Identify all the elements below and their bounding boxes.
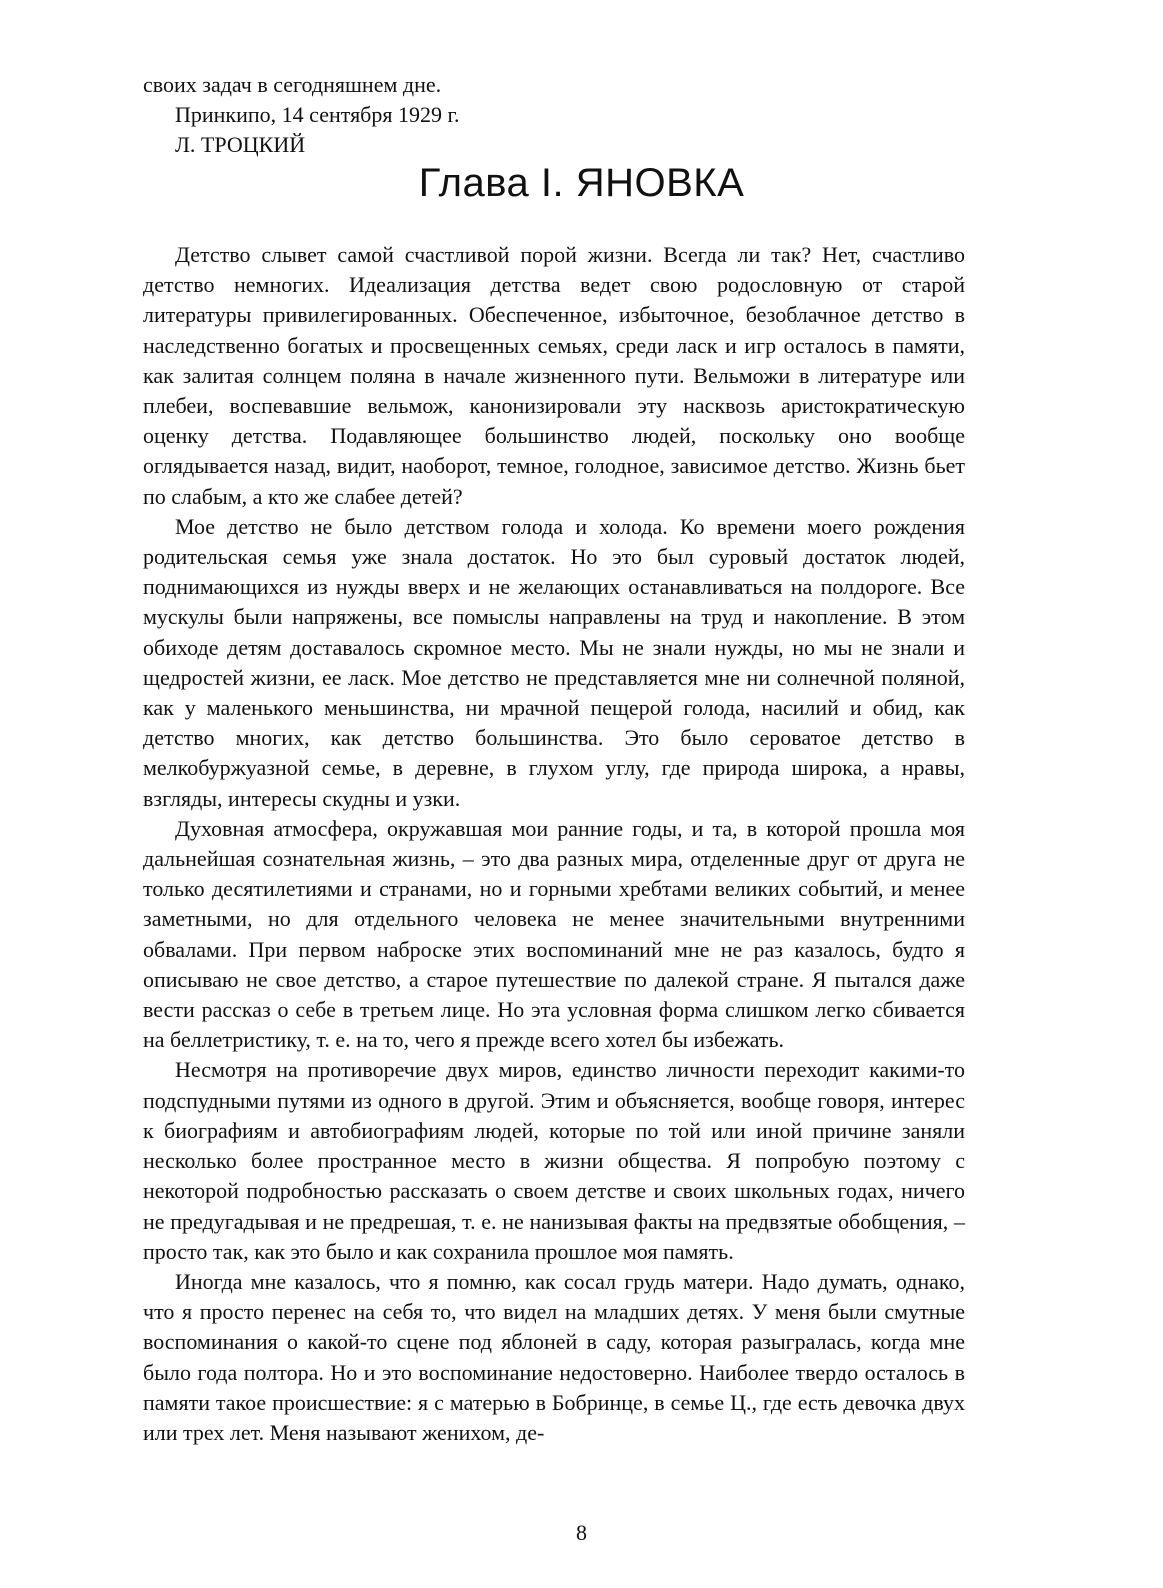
preface-author-signature: Л. ТРОЦКИЙ [175, 132, 306, 157]
paragraph: Детство слывет самой счастливой порой жизни. Всегда ли так? Нет, счастливо детство немногих. Идеализация детства ведет свою родословную от старой литературы привилегированных. Обеспеченное, избыточное, безоблачное детство в наследственно богатых и просвещенных семьях, среди ласк и игр осталось в памяти, как залитая солнцем поляна в начале жизненного пути. Вельможи в литературе или плебеи, воспевавшие вельмож, канонизировали эту насквозь аристократическую оценку детства. Подавляющее большинство людей, поскольку оно вообще оглядывается назад, видит, наоборот, темное, голодное, зависимое детство. Жизнь бьет по слабым, а кто же слабее детей? [143, 242, 965, 509]
preface-continuation-line: своих задач в сегодняшнем дне. [143, 72, 442, 97]
preface-place-date: Принкипо, 14 сентября 1929 г. [175, 102, 460, 127]
chapter-body [143, 240, 965, 1448]
chapter-title: Глава I. ЯНОВКА [418, 161, 745, 205]
page-number: 8 [576, 1520, 587, 1545]
paragraph: Несмотря на противоречие двух миров, единство личности переходит какими-то подспудными путями из одного в другой. Этим и объясняется, вообще говоря, интерес к биографиям и автобиографиям людей, которые по той или иной причине заняли несколько более пространное место в жизни общества. Я попробую поэтому с некоторой подробностью рассказать о своем детстве и своих школьных годах, ничего не предугадывая и не предрешая, т. е. не нанизывая факты на предвзятые обобщения, – просто так, как это было и как сохранила прошлое моя память. [143, 1057, 965, 1264]
paragraph: Мое детство не было детством голода и холода. Ко времени моего рождения родительская семья уже знала достаток. Но это был суровый достаток людей, поднимающихся из нужды вверх и не желающих останавливаться на полдороге. Все мускулы были напряжены, все помыслы направлены на труд и накопление. В этом обиходе детям доставалось скромное место. Мы не знали нужды, но мы не знали и щедростей жизни, ее ласк. Мое детство не представляется мне ни солнечной поляной, как у маленького меньшинства, ни мрачной пещерой голода, насилий и обид, как детство многих, как детство большинства. Это было сероватое детство в мелкобуржуазной семье, в деревне, в глухом углу, где природа широка, а нравы, взгляды, интересы скудны и узки. [143, 513, 965, 811]
paragraph: Иногда мне казалось, что я помню, как сосал грудь матери. Надо думать, однако, что я просто перенес на себя то, что видел на младших детях. У меня были смутные воспоминания о какой-то сцене под яблоней в саду, которая разыгралась, когда мне было года полтора. Но и это воспоминание недостоверно. Наиболее твердо осталось в памяти такое происшествие: я с матерью в Бобринце, в семье Ц., где есть девочка двух или трех лет. Меня называют женихом, де- [143, 1268, 965, 1445]
paragraph: Духовная атмосфера, окружавшая мои ранние годы, и та, в которой прошла моя дальнейшая сознательная жизнь, – это два разных мира, отделенные друг от друга не только десятилетиями и странами, но и горными хребтами великих событий, и менее заметными, но для отдельного человека не менее значительными внутренними обвалами. При первом наброске этих воспоминаний мне не раз казалось, будто я описываю не свое детство, а старое путешествие по далекой стране. Я пытался даже вести рассказ о себе в третьем лице. Но эта условная форма слишком легко сбивается на беллетристику, т. е. на то, чего я прежде всего хотел бы избежать. [143, 815, 965, 1053]
